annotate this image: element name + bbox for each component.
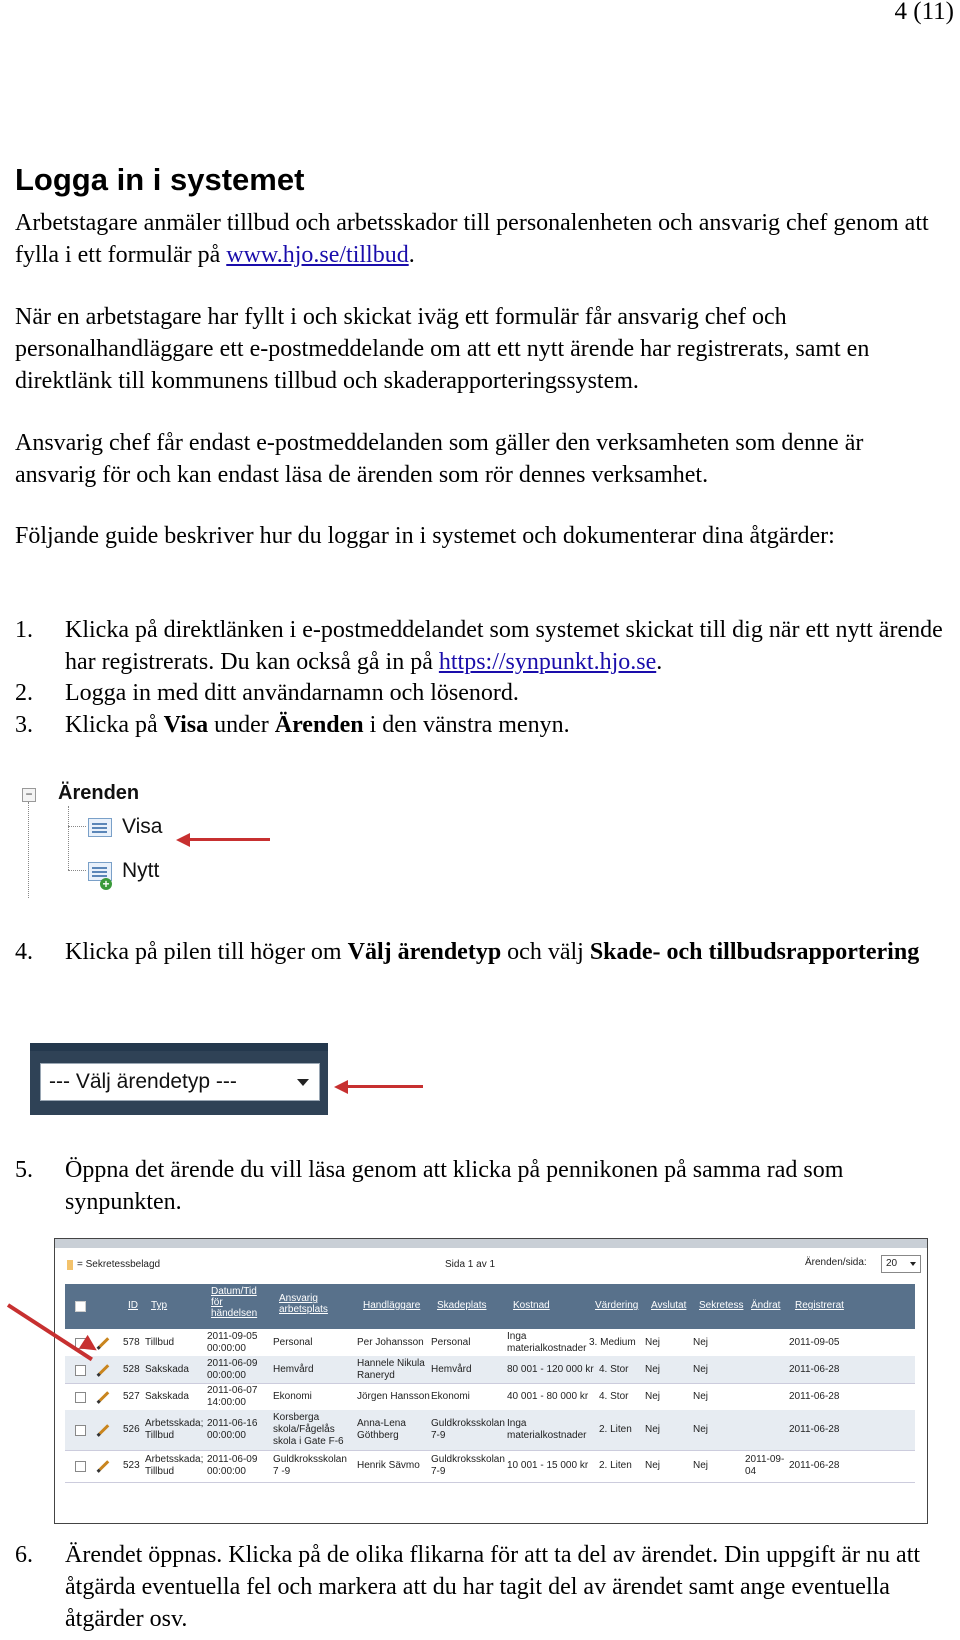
cell-vardering: 4. Stor bbox=[599, 1364, 629, 1375]
red-arrow-icon bbox=[348, 1085, 423, 1088]
secrecy-swatch-icon bbox=[67, 1260, 73, 1270]
table-row[interactable] bbox=[65, 1383, 915, 1411]
step-text: Ärendet öppnas. Klicka på de olika flikarna för att ta del av ärendet. Din uppgift är nu att åtgärda eventuella fel och markera att du har tagit del av ärendet samt ange eventuella åtgärder osv. bbox=[65, 1542, 921, 1632]
cell-avslutat: Nej bbox=[645, 1337, 661, 1348]
row-checkbox[interactable] bbox=[75, 1425, 86, 1436]
row-checkbox[interactable] bbox=[75, 1365, 86, 1376]
step-2 bbox=[15, 677, 950, 709]
step-4-c: och välj bbox=[501, 939, 590, 965]
step-text bbox=[65, 614, 950, 678]
cell-typ: Tillbud bbox=[145, 1337, 175, 1348]
table-toolbar bbox=[55, 1251, 927, 1277]
step-number: 6. bbox=[15, 1542, 33, 1568]
cell-datum: 2011-06-09 00:00:00 bbox=[207, 1454, 258, 1477]
col-vardering[interactable]: Värdering bbox=[595, 1300, 639, 1311]
cell-typ: Arbetsskada; Tillbud bbox=[145, 1418, 204, 1441]
cell-sekretess: Nej bbox=[693, 1337, 709, 1348]
cell-typ: Arbetsskada; Tillbud bbox=[145, 1454, 204, 1477]
add-icon: + bbox=[100, 878, 112, 890]
cell-id: 526 bbox=[123, 1424, 140, 1435]
case-table-screenshot bbox=[54, 1238, 928, 1524]
red-arrow-icon bbox=[190, 838, 270, 841]
cell-arbetsplats: Guldkroksskolan 7 -9 bbox=[273, 1454, 347, 1477]
col-datum[interactable]: Datum/Tid för händelsen bbox=[211, 1286, 258, 1319]
cell-skadeplats: Hemvård bbox=[431, 1364, 472, 1375]
cell-arbetsplats: Ekonomi bbox=[273, 1391, 312, 1402]
collapse-icon[interactable]: − bbox=[22, 788, 36, 802]
cell-arbetsplats: Personal bbox=[273, 1337, 313, 1348]
cell-handlaggare: Henrik Sävmo bbox=[357, 1460, 420, 1471]
chevron-down-icon bbox=[910, 1262, 916, 1266]
col-andrat[interactable]: Ändrat bbox=[751, 1300, 781, 1311]
arendetyp-select[interactable] bbox=[40, 1063, 320, 1101]
cell-registrerat: 2011-06-28 bbox=[789, 1460, 840, 1471]
col-skadeplats[interactable]: Skadeplats bbox=[437, 1300, 487, 1311]
section-heading: Logga in i systemet bbox=[15, 162, 305, 197]
list-icon bbox=[88, 818, 112, 837]
paragraph-notification: När en arbetstagare har fyllt i och skickat iväg ett formulär får ansvarig chef och personalhandläggare ett e-postmeddelande om att ett nytt ärende har registrerats, samt en direktlänk till kommunens tillbud och skaderapporteringssystem. bbox=[15, 304, 870, 394]
col-sekretess[interactable]: Sekretess bbox=[699, 1300, 744, 1311]
cell-sekretess: Nej bbox=[693, 1364, 709, 1375]
step-4-a: Klicka på pilen till höger om bbox=[65, 939, 348, 965]
cell-datum: 2011-06-07 14:00:00 bbox=[207, 1385, 258, 1408]
tree-menu-screenshot bbox=[18, 782, 278, 910]
table-row[interactable] bbox=[65, 1410, 915, 1451]
step-4 bbox=[15, 936, 950, 1000]
tree-connector bbox=[68, 870, 86, 871]
cell-registrerat: 2011-06-28 bbox=[789, 1391, 840, 1402]
step-number: 1. bbox=[15, 617, 33, 643]
cell-sekretess: Nej bbox=[693, 1391, 709, 1402]
paragraph-guide: Följande guide beskriver hur du loggar in i systemet och dokumenterar dina åtgärder: bbox=[15, 523, 835, 549]
step-1 bbox=[15, 614, 950, 678]
secrecy-legend: = Sekretessbelagd bbox=[77, 1259, 161, 1270]
cell-arbetsplats: Hemvård bbox=[273, 1364, 314, 1375]
cell-skadeplats: Guldkroksskolan 7-9 bbox=[431, 1454, 505, 1477]
cell-registrerat: 2011-06-28 bbox=[789, 1424, 840, 1435]
col-arbetsplats[interactable]: Ansvarig arbetsplats bbox=[279, 1293, 328, 1315]
step-3 bbox=[15, 709, 950, 741]
cell-datum: 2011-09-05 00:00:00 bbox=[207, 1331, 258, 1354]
col-avslutat[interactable]: Avslutat bbox=[651, 1300, 687, 1311]
cell-kostnad: Inga materialkostnader bbox=[507, 1418, 587, 1441]
step-4-skade: Skade- och tillbudsrapportering bbox=[589, 939, 920, 965]
per-page-label: Ärenden/sida: bbox=[805, 1257, 867, 1268]
cell-kostnad: 40 001 - 80 000 kr bbox=[507, 1391, 589, 1402]
cell-skadeplats: Personal bbox=[431, 1337, 471, 1348]
step-number: 2. bbox=[15, 680, 33, 706]
pencil-icon[interactable] bbox=[99, 1364, 110, 1375]
table-row[interactable] bbox=[65, 1329, 915, 1357]
cell-arbetsplats: Korsberga skola/Fågelås skola i Gate F-6 bbox=[273, 1412, 344, 1447]
cell-typ: Sakskada bbox=[145, 1364, 189, 1375]
cell-avslutat: Nej bbox=[645, 1460, 661, 1471]
cell-avslutat: Nej bbox=[645, 1364, 661, 1375]
step-text: Öppna det ärende du vill läsa genom att klicka på pennikonen på samma rad som synpunkten. bbox=[65, 1157, 844, 1215]
col-kostnad[interactable]: Kostnad bbox=[513, 1300, 550, 1311]
step-3-a: Klicka på bbox=[65, 712, 164, 738]
tree-connector bbox=[68, 806, 69, 870]
cell-kostnad: 80 001 - 120 000 kr bbox=[507, 1364, 594, 1375]
step-3-e: i den vänstra menyn. bbox=[363, 712, 570, 738]
cell-sekretess: Nej bbox=[693, 1460, 709, 1471]
paragraph-access: Ansvarig chef får endast e-postmeddelanden som gäller den verksamheten som denne är ansvarig för och kan endast läsa de ärenden som rör dennes verksamhet. bbox=[15, 430, 864, 488]
page-number: 4 (11) bbox=[894, 0, 954, 25]
cell-handlaggare: Jörgen Hansson bbox=[357, 1391, 430, 1402]
intro-text-end: . bbox=[408, 242, 415, 268]
cell-datum: 2011-06-16 00:00:00 bbox=[207, 1418, 258, 1441]
tree-connector bbox=[68, 826, 86, 827]
step-1-text: Klicka på direktlänken i e-postmeddelandet som systemet skickat till dig när ett nytt ärende har registrerats. Du kan också gå in på bbox=[65, 617, 943, 675]
cell-kostnad: Inga materialkostnader bbox=[507, 1331, 587, 1354]
cell-handlaggare: Per Johansson bbox=[357, 1337, 424, 1348]
per-page-value: 20 bbox=[886, 1258, 898, 1269]
row-checkbox[interactable] bbox=[75, 1392, 86, 1403]
red-arrowhead-icon bbox=[176, 833, 190, 847]
pencil-icon[interactable] bbox=[99, 1424, 110, 1435]
cell-handlaggare: Hannele Nikula Raneryd bbox=[357, 1358, 425, 1381]
toolbar-strip bbox=[30, 1043, 328, 1051]
step-number: 3. bbox=[15, 712, 33, 738]
select-all-checkbox[interactable] bbox=[75, 1301, 86, 1312]
table-row[interactable] bbox=[65, 1450, 915, 1483]
page-info: Sida 1 av 1 bbox=[445, 1259, 496, 1270]
step-3-arenden: Ärenden bbox=[274, 712, 364, 738]
col-handlaggare[interactable]: Handläggare bbox=[363, 1300, 421, 1311]
cell-id: 527 bbox=[123, 1391, 140, 1402]
step-3-c: under bbox=[208, 712, 275, 738]
pencil-icon[interactable] bbox=[99, 1460, 110, 1471]
cell-avslutat: Nej bbox=[645, 1424, 661, 1435]
step-4-valj: Välj ärendetyp bbox=[347, 939, 502, 965]
cell-skadeplats: Guldkroksskolan 7-9 bbox=[431, 1418, 505, 1441]
red-arrowhead-icon bbox=[334, 1080, 348, 1094]
col-registrerat[interactable]: Registrerat bbox=[795, 1300, 844, 1311]
cell-vardering: 4. Stor bbox=[599, 1391, 629, 1402]
window-strip bbox=[55, 1239, 927, 1248]
step-number: 4. bbox=[15, 939, 33, 965]
table-header bbox=[65, 1284, 915, 1329]
tree-item-nytt[interactable]: Nytt bbox=[122, 859, 160, 882]
intro-paragraph bbox=[15, 207, 950, 271]
cell-handlaggare: Anna-Lena Göthberg bbox=[357, 1418, 406, 1441]
cell-registrerat: 2011-09-05 bbox=[789, 1337, 840, 1348]
table-row[interactable] bbox=[65, 1356, 915, 1384]
step-number: 5. bbox=[15, 1157, 33, 1183]
step-text bbox=[65, 709, 950, 741]
cell-vardering: 3. Medium bbox=[589, 1337, 636, 1348]
pencil-icon[interactable] bbox=[99, 1391, 110, 1402]
tree-connector bbox=[28, 802, 29, 898]
step-3-visa: Visa bbox=[163, 712, 209, 738]
cell-skadeplats: Ekonomi bbox=[431, 1391, 470, 1402]
col-id[interactable]: ID bbox=[128, 1300, 138, 1311]
cell-id: 578 bbox=[123, 1337, 140, 1348]
step-5 bbox=[15, 1154, 950, 1218]
cell-andrat: 2011-09-04 bbox=[745, 1454, 785, 1477]
cell-registrerat: 2011-06-28 bbox=[789, 1364, 840, 1375]
cell-datum: 2011-06-09 00:00:00 bbox=[207, 1358, 258, 1381]
cell-kostnad: 10 001 - 15 000 kr bbox=[507, 1460, 589, 1471]
step-text: Logga in med ditt användarnamn och lösenord. bbox=[65, 680, 519, 706]
step-1-end: . bbox=[656, 649, 663, 675]
cell-vardering: 2. Liten bbox=[599, 1424, 632, 1435]
step-6 bbox=[15, 1539, 950, 1635]
row-checkbox[interactable] bbox=[75, 1461, 86, 1472]
cell-avslutat: Nej bbox=[645, 1391, 661, 1402]
chevron-down-icon[interactable] bbox=[297, 1079, 309, 1086]
tree-root-arenden[interactable]: Ärenden bbox=[58, 782, 140, 804]
synpunkt-link[interactable]: https://synpunkt.hjo.se bbox=[438, 649, 657, 675]
cell-typ: Sakskada bbox=[145, 1391, 189, 1402]
cell-vardering: 2. Liten bbox=[599, 1460, 632, 1471]
intro-text: Arbetstagare anmäler tillbud och arbetsskador till personalenheten och ansvarig chef genom att fylla i ett formulär på bbox=[15, 210, 929, 268]
cell-id: 523 bbox=[123, 1460, 140, 1471]
step-text bbox=[65, 936, 950, 968]
tillbud-link[interactable]: www.hjo.se/tillbud bbox=[226, 242, 409, 268]
cell-sekretess: Nej bbox=[693, 1424, 709, 1435]
select-value: --- Välj ärendetyp --- bbox=[49, 1070, 237, 1093]
cell-id: 528 bbox=[123, 1364, 140, 1375]
tree-item-visa[interactable]: Visa bbox=[122, 815, 163, 838]
dropdown-screenshot bbox=[30, 1043, 328, 1115]
per-page-select[interactable] bbox=[881, 1255, 921, 1273]
col-typ[interactable]: Typ bbox=[151, 1300, 168, 1311]
